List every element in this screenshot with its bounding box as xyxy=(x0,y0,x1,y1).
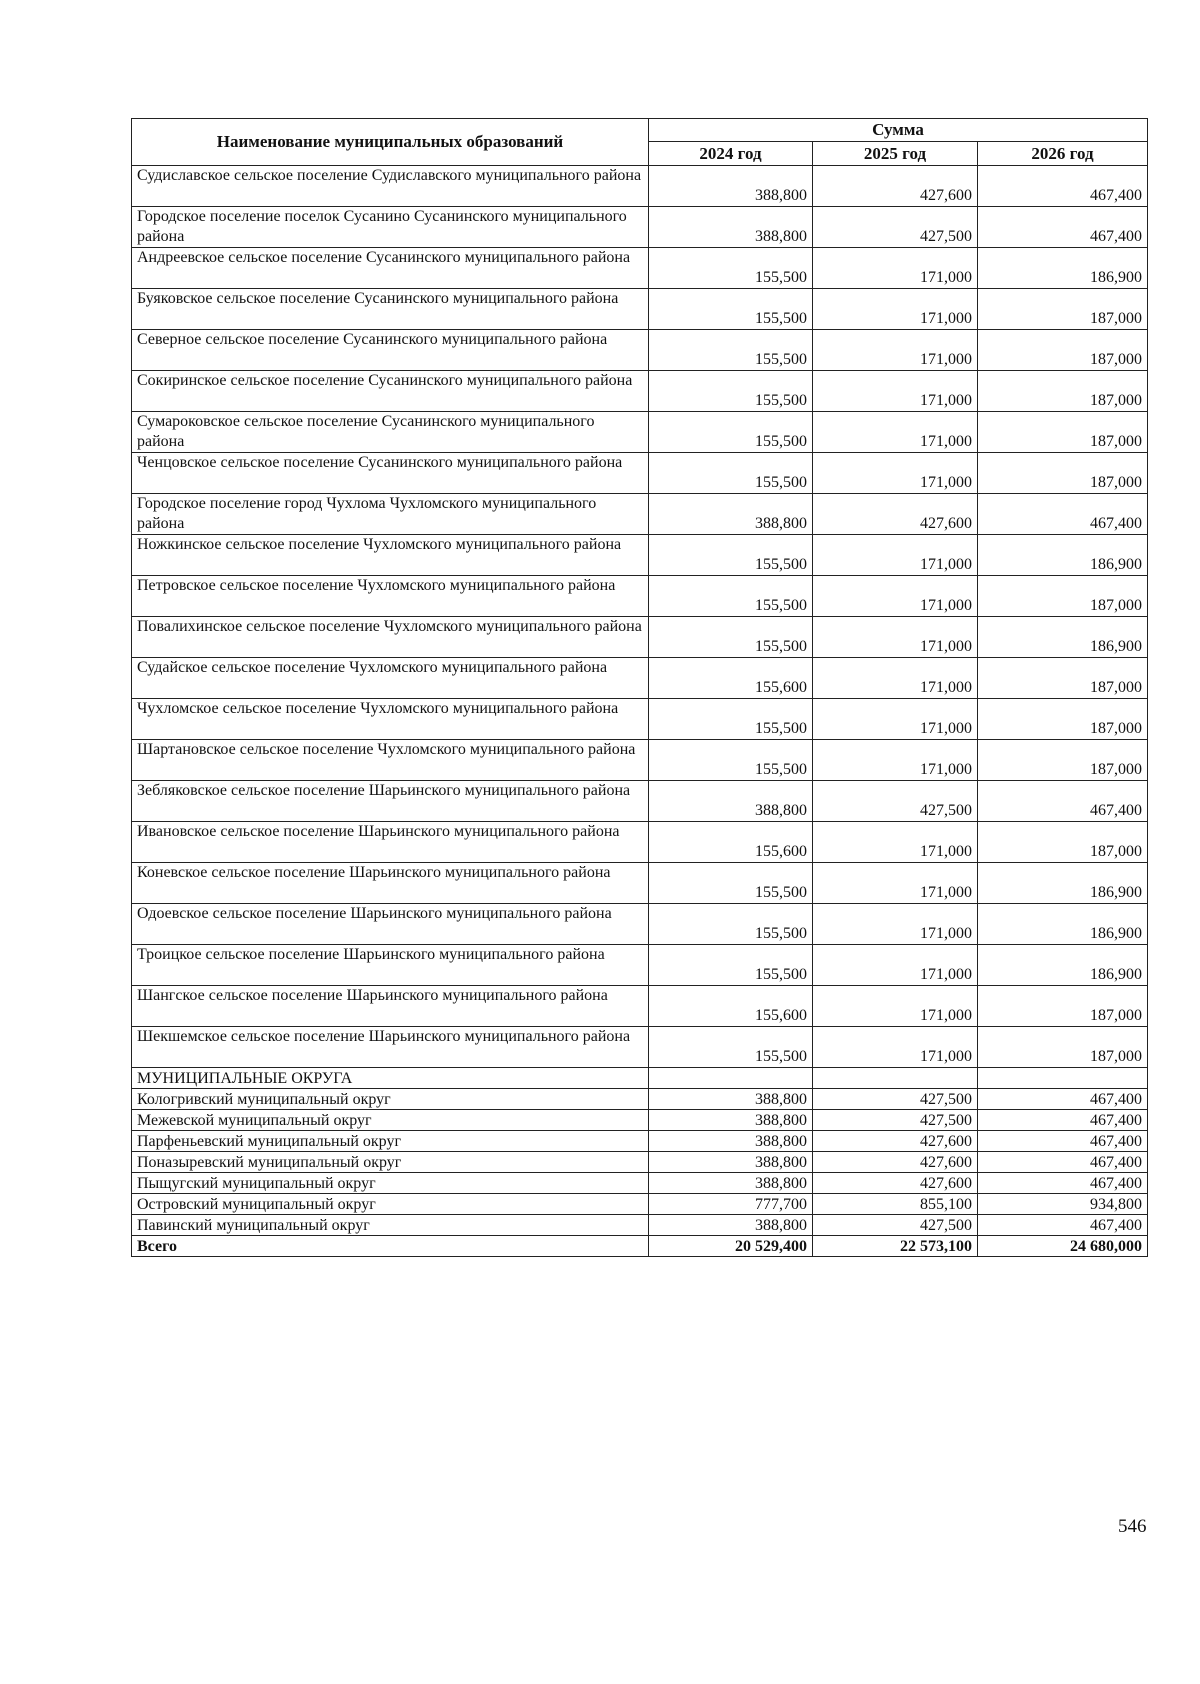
value-2026: 187,000 xyxy=(978,1027,1148,1068)
value-2025: 427,600 xyxy=(813,494,978,535)
table-row xyxy=(132,1089,1148,1110)
value-2025: 427,600 xyxy=(813,1152,978,1173)
value-2025: 171,000 xyxy=(813,535,978,576)
table-row xyxy=(132,1110,1148,1131)
section-label: МУНИЦИПАЛЬНЫЕ ОКРУГА xyxy=(132,1068,649,1089)
value-2024: 155,500 xyxy=(649,699,813,740)
table-row xyxy=(132,207,1148,248)
table-row xyxy=(132,945,1148,986)
value-2025: 427,500 xyxy=(813,207,978,248)
value-2026: 186,900 xyxy=(978,904,1148,945)
row-name: Ивановское сельское поселение Шарьинского муниципального района xyxy=(132,822,649,863)
value-2026: 187,000 xyxy=(978,412,1148,453)
value-2026: 187,000 xyxy=(978,330,1148,371)
row-name: Сокиринское сельское поселение Сусанинского муниципального района xyxy=(132,371,649,412)
row-name: Одоевское сельское поселение Шарьинского муниципального района xyxy=(132,904,649,945)
row-name: Сумароковское сельское поселение Сусанинского муниципального района xyxy=(132,412,649,453)
value-2025: 171,000 xyxy=(813,658,978,699)
table-row xyxy=(132,822,1148,863)
value-2024: 155,600 xyxy=(649,822,813,863)
value-2026: 186,900 xyxy=(978,863,1148,904)
table-row xyxy=(132,330,1148,371)
value-2025: 171,000 xyxy=(813,412,978,453)
header-year-2026: 2026 год xyxy=(978,142,1148,166)
value-2026: 187,000 xyxy=(978,453,1148,494)
budget-table xyxy=(131,118,1148,1257)
value-2026: 187,000 xyxy=(978,289,1148,330)
value-2024: 155,500 xyxy=(649,535,813,576)
value-2026: 467,400 xyxy=(978,494,1148,535)
value-2024: 388,800 xyxy=(649,1089,813,1110)
value-2024: 155,500 xyxy=(649,248,813,289)
value-2024: 388,800 xyxy=(649,1152,813,1173)
value-2024: 155,600 xyxy=(649,986,813,1027)
value-2026: 467,400 xyxy=(978,1152,1148,1173)
row-name: Поназыревский муниципальный округ xyxy=(132,1152,649,1173)
value-2025: 855,100 xyxy=(813,1194,978,1215)
row-name: Островский муниципальный округ xyxy=(132,1194,649,1215)
table-row xyxy=(132,1131,1148,1152)
value-2025: 427,500 xyxy=(813,781,978,822)
table-row xyxy=(132,371,1148,412)
table-row xyxy=(132,740,1148,781)
row-name: Судайское сельское поселение Чухломского муниципального района xyxy=(132,658,649,699)
value-2026: 934,800 xyxy=(978,1194,1148,1215)
empty-cell xyxy=(649,1068,813,1089)
value-2025: 171,000 xyxy=(813,371,978,412)
row-name: Коневское сельское поселение Шарьинского муниципального района xyxy=(132,863,649,904)
table-row xyxy=(132,1236,1148,1257)
table-row xyxy=(132,535,1148,576)
value-2026: 186,900 xyxy=(978,945,1148,986)
table-row xyxy=(132,617,1148,658)
value-2024: 155,600 xyxy=(649,658,813,699)
value-2024: 777,700 xyxy=(649,1194,813,1215)
table-row xyxy=(132,289,1148,330)
table-row xyxy=(132,1152,1148,1173)
value-2024: 388,800 xyxy=(649,494,813,535)
table-row xyxy=(132,658,1148,699)
table-row xyxy=(132,986,1148,1027)
value-2025: 171,000 xyxy=(813,1027,978,1068)
empty-cell xyxy=(813,1068,978,1089)
value-2026: 467,400 xyxy=(978,207,1148,248)
value-2025: 171,000 xyxy=(813,945,978,986)
table-row xyxy=(132,248,1148,289)
row-name: Пыщугский муниципальный округ xyxy=(132,1173,649,1194)
value-2025: 171,000 xyxy=(813,699,978,740)
value-2024: 388,800 xyxy=(649,166,813,207)
empty-cell xyxy=(978,1068,1148,1089)
value-2026: 467,400 xyxy=(978,1089,1148,1110)
value-2024: 155,500 xyxy=(649,863,813,904)
value-2024: 388,800 xyxy=(649,781,813,822)
value-2026: 187,000 xyxy=(978,371,1148,412)
row-name: Судиславское сельское поселение Судиславского муниципального района xyxy=(132,166,649,207)
row-name: Повалихинское сельское поселение Чухломского муниципального района xyxy=(132,617,649,658)
row-name: Павинский муниципальный округ xyxy=(132,1215,649,1236)
row-name: Ножкинское сельское поселение Чухломского муниципального района xyxy=(132,535,649,576)
row-name: Городское поселение поселок Сусанино Сусанинского муниципального района xyxy=(132,207,649,248)
value-2026: 186,900 xyxy=(978,617,1148,658)
table-row xyxy=(132,1194,1148,1215)
table-row xyxy=(132,412,1148,453)
table-row xyxy=(132,904,1148,945)
row-name: Городское поселение город Чухлома Чухломского муниципального района xyxy=(132,494,649,535)
value-2026: 187,000 xyxy=(978,986,1148,1027)
value-2024: 155,500 xyxy=(649,740,813,781)
value-2024: 388,800 xyxy=(649,1131,813,1152)
value-2024: 155,500 xyxy=(649,412,813,453)
value-2026: 467,400 xyxy=(978,166,1148,207)
value-2025: 171,000 xyxy=(813,248,978,289)
value-2025: 171,000 xyxy=(813,453,978,494)
row-name: Троицкое сельское поселение Шарьинского муниципального района xyxy=(132,945,649,986)
value-2026: 24 680,000 xyxy=(978,1236,1148,1257)
value-2024: 155,500 xyxy=(649,453,813,494)
row-name: Кологривский муниципальный округ xyxy=(132,1089,649,1110)
value-2025: 171,000 xyxy=(813,863,978,904)
value-2026: 186,900 xyxy=(978,248,1148,289)
value-2024: 155,500 xyxy=(649,945,813,986)
table-row xyxy=(132,1027,1148,1068)
value-2026: 467,400 xyxy=(978,1173,1148,1194)
value-2025: 171,000 xyxy=(813,330,978,371)
value-2025: 171,000 xyxy=(813,740,978,781)
value-2025: 427,500 xyxy=(813,1215,978,1236)
value-2025: 427,600 xyxy=(813,166,978,207)
value-2026: 187,000 xyxy=(978,576,1148,617)
value-2026: 187,000 xyxy=(978,740,1148,781)
row-name: Шангское сельское поселение Шарьинского муниципального района xyxy=(132,986,649,1027)
value-2026: 467,400 xyxy=(978,781,1148,822)
table-row xyxy=(132,863,1148,904)
value-2024: 388,800 xyxy=(649,1110,813,1131)
table-row xyxy=(132,453,1148,494)
section-row xyxy=(132,1068,1148,1089)
value-2024: 155,500 xyxy=(649,1027,813,1068)
value-2024: 20 529,400 xyxy=(649,1236,813,1257)
value-2024: 155,500 xyxy=(649,576,813,617)
row-name: Шартановское сельское поселение Чухломского муниципального района xyxy=(132,740,649,781)
value-2026: 187,000 xyxy=(978,658,1148,699)
row-name: Всего xyxy=(132,1236,649,1257)
row-name: Ченцовское сельское поселение Сусанинского муниципального района xyxy=(132,453,649,494)
header-name-column: Наименование муниципальных образований xyxy=(132,119,649,166)
value-2025: 427,500 xyxy=(813,1110,978,1131)
value-2025: 171,000 xyxy=(813,617,978,658)
row-name: Шекшемское сельское поселение Шарьинского муниципального района xyxy=(132,1027,649,1068)
table-row xyxy=(132,699,1148,740)
value-2024: 155,500 xyxy=(649,904,813,945)
value-2024: 388,800 xyxy=(649,1173,813,1194)
header-year-2024: 2024 год xyxy=(649,142,813,166)
table-row xyxy=(132,166,1148,207)
value-2025: 171,000 xyxy=(813,822,978,863)
value-2025: 171,000 xyxy=(813,904,978,945)
value-2024: 388,800 xyxy=(649,1215,813,1236)
value-2024: 155,500 xyxy=(649,330,813,371)
row-name: Межевской муниципальный округ xyxy=(132,1110,649,1131)
row-name: Петровское сельское поселение Чухломского муниципального района xyxy=(132,576,649,617)
header-year-2025: 2025 год xyxy=(813,142,978,166)
table-row xyxy=(132,494,1148,535)
value-2025: 171,000 xyxy=(813,576,978,617)
row-name: Андреевское сельское поселение Сусанинского муниципального района xyxy=(132,248,649,289)
value-2025: 171,000 xyxy=(813,289,978,330)
value-2024: 155,500 xyxy=(649,617,813,658)
row-name: Парфеньевский муниципальный округ xyxy=(132,1131,649,1152)
value-2025: 427,500 xyxy=(813,1089,978,1110)
value-2024: 155,500 xyxy=(649,371,813,412)
row-name: Буяковское сельское поселение Сусанинского муниципального района xyxy=(132,289,649,330)
value-2025: 22 573,100 xyxy=(813,1236,978,1257)
table-row xyxy=(132,1173,1148,1194)
table-row xyxy=(132,1215,1148,1236)
row-name: Чухломское сельское поселение Чухломского муниципального района xyxy=(132,699,649,740)
table-body xyxy=(132,166,1148,1257)
page-number: 546 xyxy=(1118,1516,1147,1537)
value-2026: 467,400 xyxy=(978,1131,1148,1152)
value-2025: 427,600 xyxy=(813,1173,978,1194)
value-2026: 187,000 xyxy=(978,822,1148,863)
value-2026: 187,000 xyxy=(978,699,1148,740)
value-2025: 171,000 xyxy=(813,986,978,1027)
value-2026: 186,900 xyxy=(978,535,1148,576)
value-2025: 427,600 xyxy=(813,1131,978,1152)
row-name: Зебляковское сельское поселение Шарьинского муниципального района xyxy=(132,781,649,822)
value-2024: 388,800 xyxy=(649,207,813,248)
table-row xyxy=(132,576,1148,617)
header-sum: Сумма xyxy=(649,119,1148,142)
value-2026: 467,400 xyxy=(978,1110,1148,1131)
value-2026: 467,400 xyxy=(978,1215,1148,1236)
row-name: Северное сельское поселение Сусанинского муниципального района xyxy=(132,330,649,371)
value-2024: 155,500 xyxy=(649,289,813,330)
table-row xyxy=(132,781,1148,822)
